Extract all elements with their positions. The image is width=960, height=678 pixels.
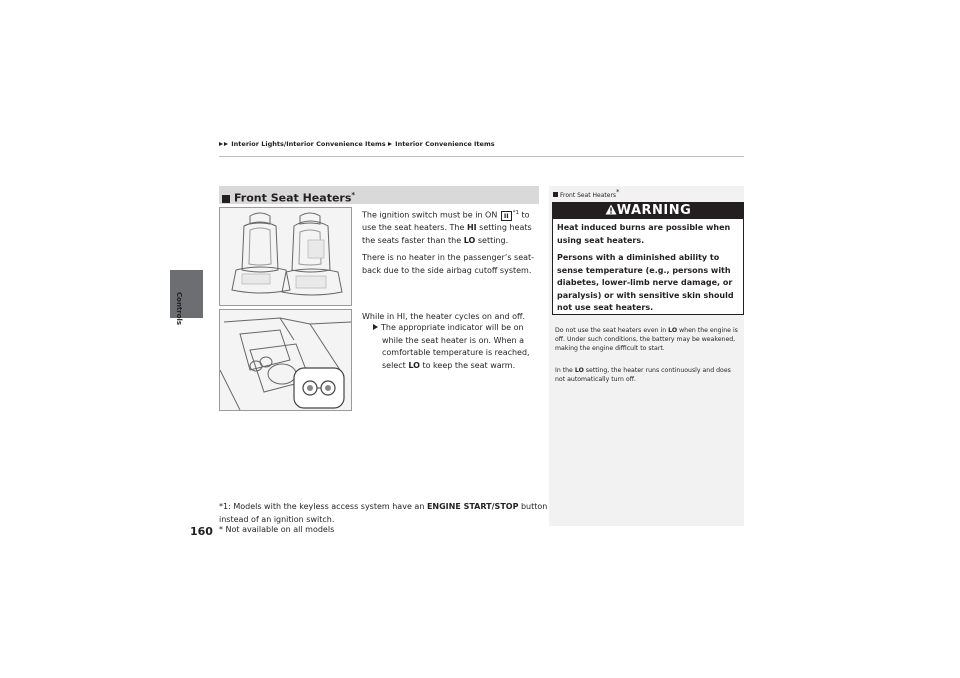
arrow-right-icon [373, 324, 378, 330]
side-notes-title: Front Seat Heaters* [553, 188, 620, 199]
chapter-label: Controls [175, 292, 183, 326]
ignition-paragraph: The ignition switch must be in ON II $^{*1}$ to use the seat heaters. The HI setting heats the seats faster than the LO setting. [362, 210, 532, 245]
section-title: Front Seat Heaters* [219, 186, 539, 204]
reference-icon [553, 192, 558, 197]
footnote-availability: * Not available on all models [219, 525, 335, 534]
note-engine-off: Do not use the seat heaters even in LO when the engine is off. Under such conditions, the battery may be weakened, making the engine difficult to start. [555, 327, 738, 353]
breadcrumb-arrow-icon [224, 142, 228, 146]
heater-switch-illustration [219, 309, 352, 411]
section-square-icon [222, 195, 230, 203]
breadcrumb [219, 140, 495, 148]
page-number: 160 [190, 525, 213, 538]
warning-header: WARNING [552, 202, 744, 219]
footnote-keyless: *1: Models with the keyless access system have an ENGINE START/STOP button instead of an ignition switch. [219, 502, 548, 524]
note-lo-setting: In the LO setting, the heater runs continuously and does not automatically turn off. [555, 367, 731, 384]
breadcrumb-arrow-icon [388, 142, 392, 146]
breadcrumb-arrow-icon [219, 142, 223, 146]
warning-text: Heat induced burns are possible when using seat heaters. Persons with a diminished ability to sense temperature (e.g., persons with diabetes, lower-limb nerve damage, or paralysis) or with sensitive skin should not use seat heaters. [557, 223, 734, 312]
hi-cycle-paragraph: While in HI, the heater cycles on and off. [362, 312, 526, 321]
warning-triangle-icon [605, 204, 617, 215]
passenger-paragraph: There is no heater in the passenger’s seat-back due to the side airbag cutoff system. [362, 253, 535, 275]
breadcrumb-item[interactable]: Interior Lights/Interior Convenience Items [231, 140, 386, 148]
ignition-key-icon: II [501, 211, 512, 221]
front-seats-illustration [219, 207, 352, 306]
console-switch-icon [220, 310, 351, 410]
breadcrumb-item[interactable]: Interior Convenience Items [395, 140, 495, 148]
header-rule [219, 156, 744, 157]
indicator-paragraph: The appropriate indicator will be on while the seat heater is on. When a comfortable temperature is reached, select LO to keep the seat warm. [382, 322, 542, 372]
seats-icon [220, 208, 351, 305]
